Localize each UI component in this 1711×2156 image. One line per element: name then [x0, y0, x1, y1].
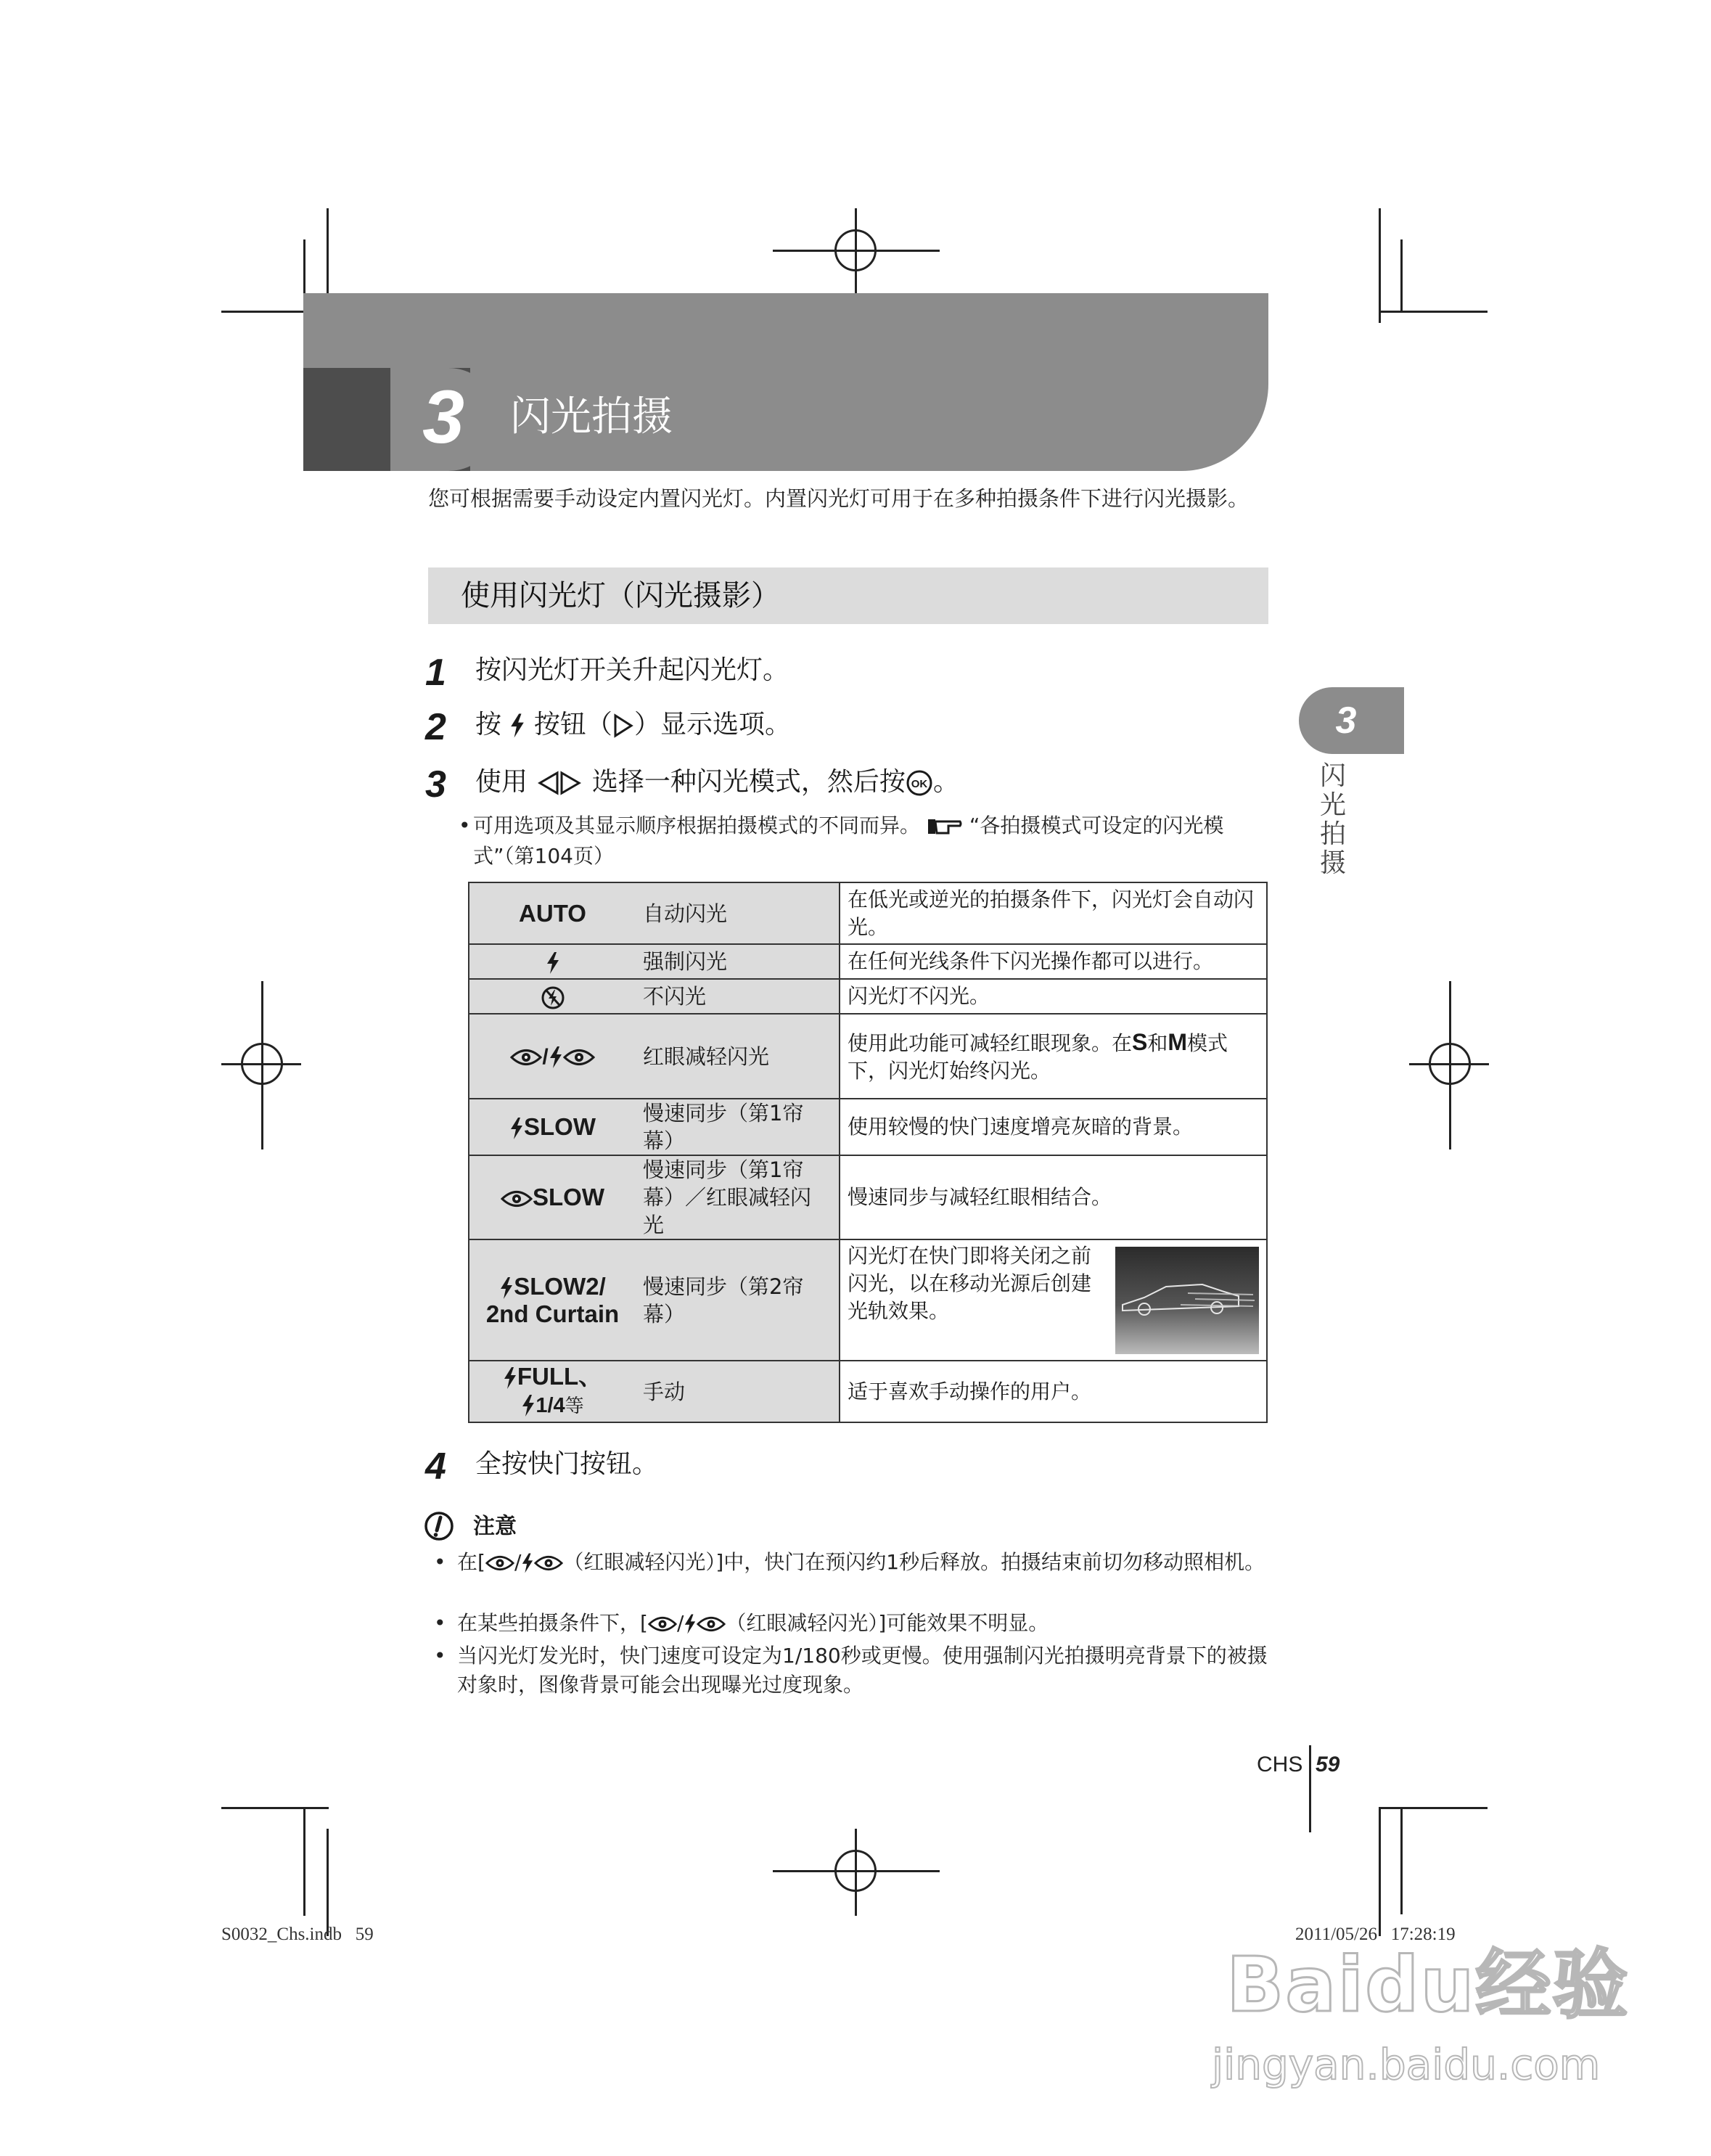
mode-name: 慢速同步（第2帘幕）: [636, 1239, 840, 1361]
step-text-part: 使用: [475, 767, 528, 797]
table-row: [469, 882, 1267, 944]
mode-symbol-text: 2nd Curtain: [485, 1300, 620, 1327]
caution-text: 当闪光灯发光时，快门速度可设定为1/180秒或更慢。使用强制闪光拍摄明亮背景下的被摄对象时，图像背景可能会出现曝光过度现象。: [457, 1644, 1268, 1697]
mode-symbol-text: SLOW: [533, 1184, 604, 1210]
mode-symbol: [469, 1099, 636, 1155]
mode-desc: 在任何光线条件下闪光操作都可以进行。: [840, 944, 1267, 979]
bullet: •: [434, 1644, 446, 1668]
step-number: 4: [425, 1446, 446, 1488]
chapter-number: 3: [422, 375, 464, 459]
mode-name: 不闪光: [636, 979, 840, 1014]
bullet: •: [459, 813, 471, 837]
ok-button-icon: [906, 769, 933, 797]
red-eye-icon: [697, 1615, 726, 1633]
mode-desc: 在低光或逆光的拍摄条件下，闪光灯会自动闪光。: [840, 882, 1267, 944]
mode-symbol: /: [469, 1014, 636, 1099]
side-tab-label: 闪光拍摄: [1319, 761, 1346, 878]
mode-name: 红眼减轻闪光: [636, 1014, 840, 1099]
caution-text: （红眼减轻闪光）]可能效果不明显。: [726, 1611, 1049, 1635]
step-text: [475, 764, 959, 800]
caution-icon: [424, 1511, 454, 1541]
mode-desc: 使用较慢的快门速度增亮灰暗的背景。: [840, 1099, 1267, 1155]
step-text: 全按快门按钮。: [475, 1449, 659, 1479]
flash-icon: [521, 1553, 534, 1573]
left-right-arrows-icon: [536, 771, 583, 795]
mode-symbol-text: 1/4: [536, 1394, 565, 1417]
caution-title: 注意: [473, 1514, 517, 1539]
step-text-part: ）显示选项。: [633, 710, 791, 739]
baidu-jingyan-watermark: Baidu经验: [1226, 1940, 1630, 2029]
flash-icon: [503, 1367, 517, 1389]
desc-text: 使用此功能可减轻红眼现象。在: [848, 1030, 1133, 1055]
flash-icon: [549, 1046, 563, 1068]
mode-m-letter: M: [1168, 1028, 1188, 1055]
red-eye-icon: [501, 1189, 533, 1208]
svg-text:OK: OK: [911, 778, 928, 790]
side-tab-number: 3: [1335, 700, 1357, 742]
step-number: 3: [425, 763, 446, 806]
flash-off-icon: [541, 985, 565, 1010]
page-number: 59: [1316, 1753, 1340, 1776]
section-title: 使用闪光灯（闪光摄影）: [461, 579, 780, 612]
mode-name: 手动: [636, 1361, 840, 1422]
caution-item: [434, 1641, 1270, 1700]
mode-desc: [840, 1239, 1267, 1361]
mode-name: 慢速同步（第1帘幕）／红眼减轻闪光: [636, 1155, 840, 1239]
table-row: [469, 944, 1267, 979]
red-eye-icon: [485, 1554, 514, 1572]
mode-name: 慢速同步（第1帘幕）: [636, 1099, 840, 1155]
light-trail-car-photo: [1115, 1247, 1259, 1354]
flash-icon: [684, 1614, 697, 1634]
note-text: 可用选项及其显示顺序根据拍摄模式的不同而异。: [473, 813, 921, 837]
mode-symbol-text: SLOW: [524, 1113, 596, 1140]
mode-desc: 慢速同步与减轻红眼相结合。: [840, 1155, 1267, 1239]
flash-icon: [499, 1277, 514, 1299]
caution-item: • 在某些拍摄条件下，[ / （红眼减轻闪光）]可能效果不明显。: [457, 1609, 1270, 1638]
intro-paragraph: 您可根据需要手动设定内置闪光灯。内置闪光灯可用于在多种拍摄条件下进行闪光摄影。: [428, 486, 1250, 511]
red-eye-icon: [534, 1554, 563, 1572]
mode-symbol: AUTO: [469, 882, 636, 944]
print-date-info: 2011/05/26 17:28:19: [1295, 1925, 1456, 1944]
desc-text: 和: [1147, 1030, 1168, 1055]
watermark-url: jingyan.baidu.com: [1212, 2040, 1601, 2089]
step-text: [475, 707, 791, 743]
red-eye-icon: [648, 1615, 677, 1633]
desc-text: 模式下，闪光灯始终闪光。: [848, 1030, 1228, 1083]
flash-icon: [509, 713, 525, 738]
table-row: [469, 1014, 1267, 1099]
mode-symbol-text: SLOW2/: [514, 1272, 606, 1300]
step-text-part: 。: [932, 767, 959, 797]
step3-note: [459, 811, 1271, 872]
flash-mode-table: [468, 882, 1268, 1423]
step-text-part: 按: [475, 710, 502, 739]
mode-s-letter: S: [1132, 1028, 1148, 1055]
mode-symbol: [469, 944, 636, 979]
caution-text: （红眼减轻闪光）]中，快门在预闪约1秒后释放。拍摄结束前切勿移动照相机。: [563, 1550, 1265, 1574]
red-eye-icon: [510, 1048, 542, 1067]
red-eye-icon: [563, 1048, 595, 1067]
page-language: CHS: [1257, 1753, 1303, 1776]
mode-symbol: [469, 979, 636, 1014]
right-arrow-icon: [612, 713, 634, 738]
caution-text: 在[: [457, 1550, 485, 1574]
mode-name: 自动闪光: [636, 882, 840, 944]
note-text: “各拍摄模式可设定的闪光模式”（第104页）: [473, 813, 1224, 868]
caution-item: • 在[ / （红眼减轻闪光）]中，快门在预闪约1秒后释放。拍摄结束前切勿移动照相机。: [457, 1548, 1270, 1577]
table-row: [469, 979, 1267, 1014]
mode-symbol: [469, 1155, 636, 1239]
bullet: •: [434, 1550, 446, 1574]
caution-text: 在某些拍摄条件下，[: [457, 1611, 648, 1635]
flash-icon: [509, 1118, 524, 1139]
bullet: •: [434, 1611, 446, 1635]
flash-icon: [521, 1395, 536, 1417]
mode-symbol: [469, 1361, 636, 1422]
desc-text: 闪光灯在快门即将关闭之前闪光，以在移动光源后创建光轨效果。: [848, 1243, 1092, 1323]
reference-hand-icon: [927, 817, 963, 836]
flash-icon: [546, 952, 560, 974]
mode-symbol: [469, 1239, 636, 1361]
mode-desc: [840, 1014, 1267, 1099]
table-row: [469, 1155, 1267, 1239]
mode-name: 强制闪光: [636, 944, 840, 979]
mode-symbol-text: FULL、: [517, 1363, 603, 1390]
mode-desc: 适于喜欢手动操作的用户。: [840, 1361, 1267, 1422]
print-file-info: S0032_Chs.indb 59: [221, 1925, 374, 1944]
car-icon: [1115, 1247, 1259, 1354]
step-text-part: 选择一种闪光模式，然后按: [591, 767, 906, 797]
mode-symbol-text: 等: [565, 1395, 584, 1417]
step-text-part: 按钮（: [533, 710, 612, 739]
table-row: [469, 1239, 1267, 1361]
step-number: 2: [425, 706, 446, 748]
step-number: 1: [425, 652, 446, 694]
chapter-title: 闪光拍摄: [510, 393, 673, 440]
table-row: [469, 1361, 1267, 1422]
table-row: [469, 1099, 1267, 1155]
step-text: 按闪光灯开关升起闪光灯。: [475, 655, 789, 685]
mode-desc: 闪光灯不闪光。: [840, 979, 1267, 1014]
